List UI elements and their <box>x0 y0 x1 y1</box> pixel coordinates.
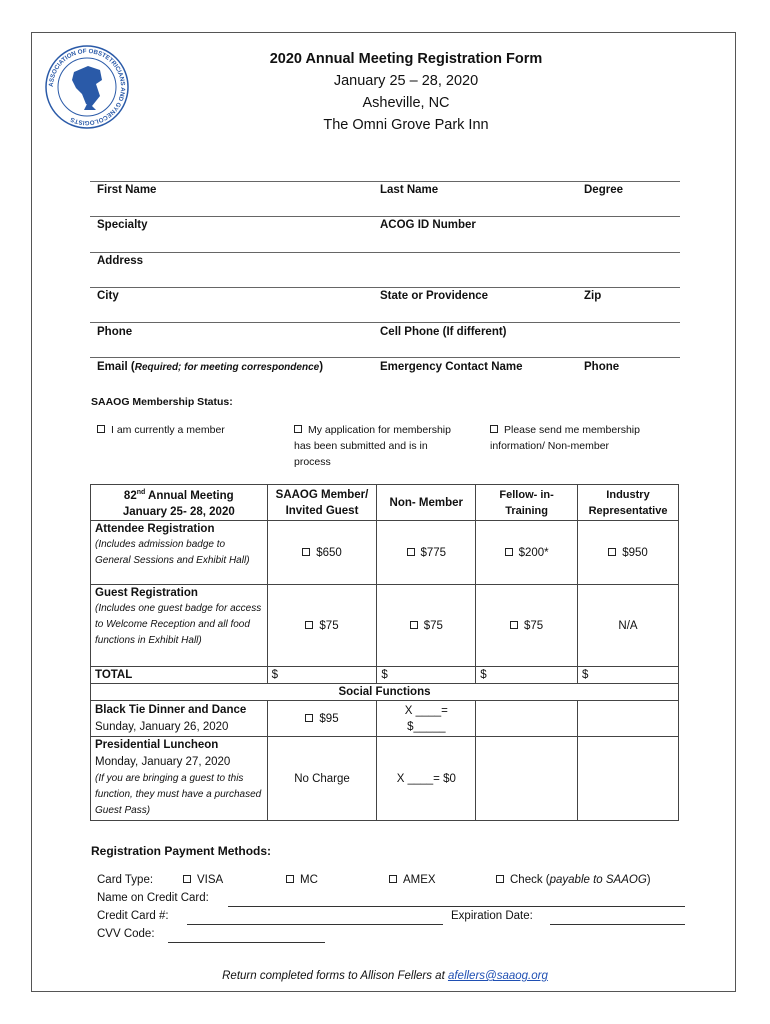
email-label-prefix: Email ( <box>97 361 135 373</box>
email-label[interactable] <box>97 361 323 373</box>
guest-price-fellow[interactable] <box>476 585 578 667</box>
checkbox-icon[interactable] <box>496 875 504 883</box>
name-on-card-field[interactable] <box>228 906 685 907</box>
membership-option-info[interactable] <box>490 422 640 454</box>
guest-price-member[interactable] <box>267 585 377 667</box>
checkbox-icon[interactable] <box>505 548 513 556</box>
checkbox-icon[interactable] <box>608 548 616 556</box>
registration-table <box>90 484 679 821</box>
table-header-row <box>91 485 679 521</box>
membership-option-info-line1: Please send me membership <box>504 424 640 436</box>
luncheon-title: Presidential Luncheon <box>95 739 219 751</box>
total-label: TOTAL <box>91 667 268 684</box>
checkbox-icon[interactable] <box>407 548 415 556</box>
table-row-black-tie <box>91 701 679 737</box>
total-industry[interactable]: $ <box>578 667 679 684</box>
total-fellow[interactable]: $ <box>476 667 578 684</box>
header-annual-meeting <box>91 485 268 521</box>
guest-price-industry: N/A <box>578 585 679 667</box>
footer-email-link[interactable]: afellers@saaog.org <box>447 970 548 982</box>
expiration-field[interactable] <box>550 924 685 925</box>
mc-option[interactable] <box>286 874 318 886</box>
total-member[interactable]: $ <box>267 667 377 684</box>
cvv-field[interactable] <box>168 942 325 943</box>
empty-cell <box>476 701 578 737</box>
black-tie-title: Black Tie Dinner and Dance <box>95 703 247 716</box>
checkbox-icon[interactable] <box>286 875 294 883</box>
black-tie-date: Sunday, January 26, 2020 <box>95 720 229 733</box>
mc-label: MC <box>300 874 318 886</box>
field-divider <box>90 181 680 182</box>
luncheon-date: Monday, January 27, 2020 <box>95 756 231 768</box>
email-label-suffix: ) <box>319 361 324 373</box>
checkbox-icon[interactable] <box>97 425 105 433</box>
attendee-price-non-member-value: $775 <box>420 546 447 559</box>
attendee-note: (Includes admission badge to General Sessions and Exhibit Hall) <box>95 539 250 566</box>
attendee-price-non-member[interactable] <box>377 521 476 585</box>
checkbox-icon[interactable] <box>183 875 191 883</box>
svg-text:ASSOCIATION OF OBSTETRICIANS A: ASSOCIATION OF OBSTETRICIANS AND GYNECOLOGISTS <box>47 47 127 127</box>
name-on-card-label: Name on Credit Card: <box>97 892 209 904</box>
checkbox-icon[interactable] <box>410 621 418 629</box>
black-tie-description <box>91 701 268 737</box>
expiration-label: Expiration Date: <box>451 910 533 922</box>
checkbox-icon[interactable] <box>302 548 310 556</box>
phone-label[interactable]: Phone <box>97 326 133 338</box>
attendee-price-fellow-value: $200* <box>518 546 549 559</box>
association-seal-logo <box>44 44 130 130</box>
acog-id-label[interactable]: ACOG ID Number <box>380 219 476 231</box>
meeting-venue: The Omni Grove Park Inn <box>323 117 489 133</box>
meeting-dates: January 25 – 28, 2020 <box>333 73 479 89</box>
header-ordinal: 82 <box>123 489 137 502</box>
field-divider <box>90 322 680 323</box>
attendee-price-industry-value: $950 <box>622 546 648 559</box>
black-tie-price[interactable] <box>267 701 377 737</box>
check-label-note: payable to SAAOG <box>549 874 647 886</box>
guest-note: (Includes one guest badge for access to Welcome Reception and all food functions in Exhibit Hall) <box>95 603 262 646</box>
zip-label[interactable]: Zip <box>584 290 602 302</box>
table-row-attendee <box>91 521 679 585</box>
black-tie-price-value: $95 <box>319 712 339 725</box>
header-member: SAAOG Member/ Invited Guest <box>267 485 377 521</box>
luncheon-note: (If you are bringing a guest to this function, they must have a purchased Guest Pass) <box>95 773 262 816</box>
degree-label[interactable]: Degree <box>584 184 623 196</box>
empty-cell <box>476 737 578 821</box>
form-title: 2020 Annual Meeting Registration Form <box>269 51 543 67</box>
empty-cell <box>578 737 679 821</box>
payment-heading: Registration Payment Methods: <box>91 844 272 858</box>
guest-price-non-member[interactable] <box>377 585 476 667</box>
membership-heading: SAAOG Membership Status: <box>91 396 233 408</box>
footer-note <box>90 970 680 982</box>
checkbox-icon[interactable] <box>490 425 498 433</box>
attendee-price-fellow[interactable] <box>476 521 578 585</box>
table-row-guest <box>91 585 679 667</box>
guest-description <box>91 585 268 667</box>
header-meeting-dates: January 25- 28, 2020 <box>122 505 235 518</box>
footer-text: Return completed forms to Allison Fellers at <box>222 970 448 982</box>
address-label[interactable]: Address <box>97 255 144 267</box>
membership-option-pending-line2: has been submitted and is in <box>294 440 428 452</box>
checkbox-icon[interactable] <box>510 621 518 629</box>
amex-option[interactable] <box>389 874 436 886</box>
field-divider <box>90 252 680 253</box>
membership-option-pending-line1: My application for membership <box>308 424 451 436</box>
table-row-luncheon <box>91 737 679 821</box>
check-option[interactable] <box>496 874 651 886</box>
field-divider <box>90 216 680 217</box>
cvv-label: CVV Code: <box>97 928 155 940</box>
social-functions-heading: Social Functions <box>91 684 679 701</box>
checkbox-icon[interactable] <box>305 714 313 722</box>
attendee-description <box>91 521 268 585</box>
header-fellow: Fellow- in- Training <box>476 485 578 521</box>
city-label[interactable]: City <box>97 290 119 302</box>
guest-price-non-member-value: $75 <box>423 619 443 632</box>
visa-option[interactable] <box>183 874 223 886</box>
checkbox-icon[interactable] <box>389 875 397 883</box>
membership-option-pending[interactable] <box>294 422 451 470</box>
attendee-price-industry[interactable] <box>578 521 679 585</box>
attendee-price-member[interactable] <box>267 521 377 585</box>
guest-price-member-value: $75 <box>319 619 339 632</box>
emergency-phone-label[interactable]: Phone <box>584 361 620 373</box>
amex-label: AMEX <box>403 874 436 886</box>
first-name-label[interactable]: First Name <box>97 184 157 196</box>
header-annual-meeting-text: Annual Meeting <box>145 489 234 502</box>
check-label-prefix: Check ( <box>510 874 550 886</box>
membership-option-current-label: I am currently a member <box>111 424 225 436</box>
state-label[interactable]: State or Providence <box>380 290 489 302</box>
header-non-member: Non- Member <box>377 485 476 521</box>
black-tie-calc-qty: X ____= <box>404 704 448 717</box>
card-type-label: Card Type: <box>97 874 154 886</box>
visa-label: VISA <box>197 874 224 886</box>
meeting-city: Asheville, NC <box>362 95 450 111</box>
last-name-label[interactable]: Last Name <box>380 184 439 196</box>
attendee-title: Attendee Registration <box>95 523 215 535</box>
checkbox-icon[interactable] <box>294 425 302 433</box>
membership-option-pending-line3: process <box>294 456 331 468</box>
email-label-note: Required; for meeting correspondence <box>134 362 320 373</box>
membership-option-current[interactable] <box>97 422 225 438</box>
attendee-price-member-value: $650 <box>316 546 342 559</box>
field-divider <box>90 357 680 358</box>
specialty-label[interactable]: Specialty <box>97 219 148 231</box>
membership-option-info-line2: information/ Non-member <box>490 440 610 452</box>
header-ordinal-suffix: nd <box>136 489 146 497</box>
guest-price-fellow-value: $75 <box>524 619 544 632</box>
field-divider <box>90 287 680 288</box>
table-row-total <box>91 667 679 684</box>
card-number-label: Credit Card #: <box>97 910 169 922</box>
luncheon-price: No Charge <box>267 737 377 821</box>
emergency-contact-label[interactable]: Emergency Contact Name <box>380 361 523 373</box>
empty-cell <box>578 701 679 737</box>
guest-title: Guest Registration <box>95 587 198 599</box>
check-label-suffix: ) <box>646 874 651 886</box>
black-tie-calc[interactable] <box>377 701 476 737</box>
card-number-field[interactable] <box>187 924 443 925</box>
cell-phone-label[interactable]: Cell Phone (If different) <box>380 326 507 338</box>
luncheon-calc[interactable]: X ____= $0 <box>377 737 476 821</box>
black-tie-calc-amount: $_____ <box>407 720 446 733</box>
table-row-social-heading <box>91 684 679 701</box>
total-non-member[interactable]: $ <box>377 667 476 684</box>
header-industry: Industry Representative <box>578 485 679 521</box>
checkbox-icon[interactable] <box>305 621 313 629</box>
luncheon-description <box>91 737 268 821</box>
